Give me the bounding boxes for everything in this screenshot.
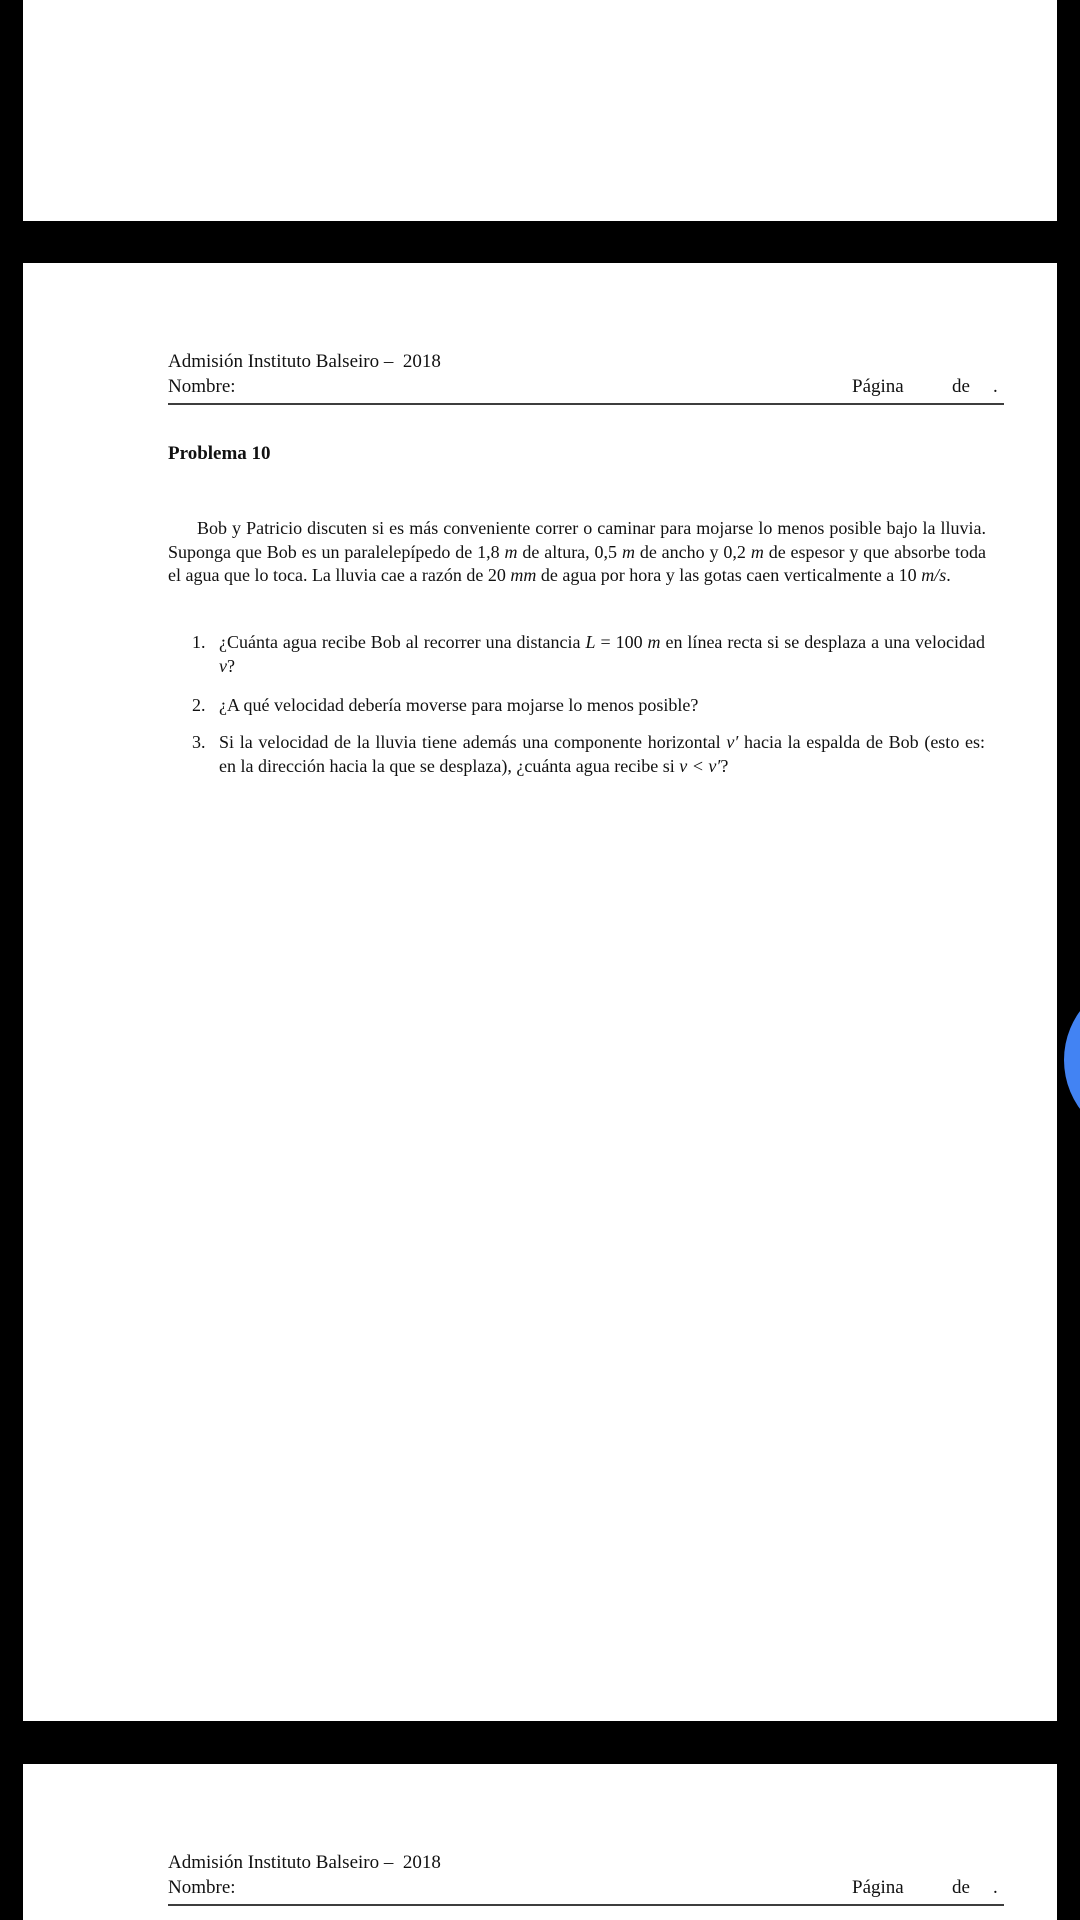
of-word-label: de: [952, 1877, 970, 1898]
exam-title: Admisión Instituto Balseiro – 2018: [168, 1852, 441, 1873]
item-number: 1.: [192, 632, 206, 652]
name-underline-rule: [168, 403, 1004, 405]
list-item: [192, 631, 985, 678]
list-item: [192, 694, 985, 718]
previous-page-sliver: [23, 0, 1057, 221]
page-word-label: Página: [852, 376, 904, 397]
name-label: Nombre:: [168, 1877, 236, 1898]
list-item: [192, 731, 985, 778]
name-underline-rule: [168, 1904, 1004, 1906]
page-word-label: Página: [852, 1877, 904, 1898]
document-page: [23, 263, 1057, 1721]
next-page-sliver: [23, 1764, 1057, 1920]
of-word-label: de: [952, 376, 970, 397]
fab-button[interactable]: [1064, 977, 1080, 1143]
period-label: .: [993, 376, 998, 397]
item-text: ¿Cuánta agua recibe Bob al recorrer una distancia L = 100 m en línea recta si se desplaza a una velocidad v?: [219, 632, 985, 676]
item-text: ¿A qué velocidad debería moverse para mojarse lo menos posible?: [219, 695, 699, 715]
problem-heading: Problema 10: [168, 443, 271, 464]
exam-title: Admisión Instituto Balseiro – 2018: [168, 351, 441, 372]
period-label: .: [993, 1877, 998, 1898]
problem-intro-paragraph: Bob y Patricio discuten si es más conveniente correr o caminar para mojarse lo menos posible bajo la lluvia. Suponga que Bob es un paralelepípedo de 1,8 m de altura, 0,5 m de ancho y 0,2 m de espesor y que absorbe toda el agua que lo toca. La lluvia cae a razón de 20 mm de agua por hora y las gotas caen verticalmente a 10 m/s.: [168, 518, 987, 585]
name-label: Nombre:: [168, 376, 236, 397]
item-number: 2.: [192, 695, 206, 715]
item-number: 3.: [192, 732, 206, 752]
item-text: Si la velocidad de la lluvia tiene además una componente horizontal v′ hacia la espalda de Bob (esto es: en la dirección hacia la que se desplaza), ¿cuánta agua recibe si v < v′?: [219, 732, 985, 776]
